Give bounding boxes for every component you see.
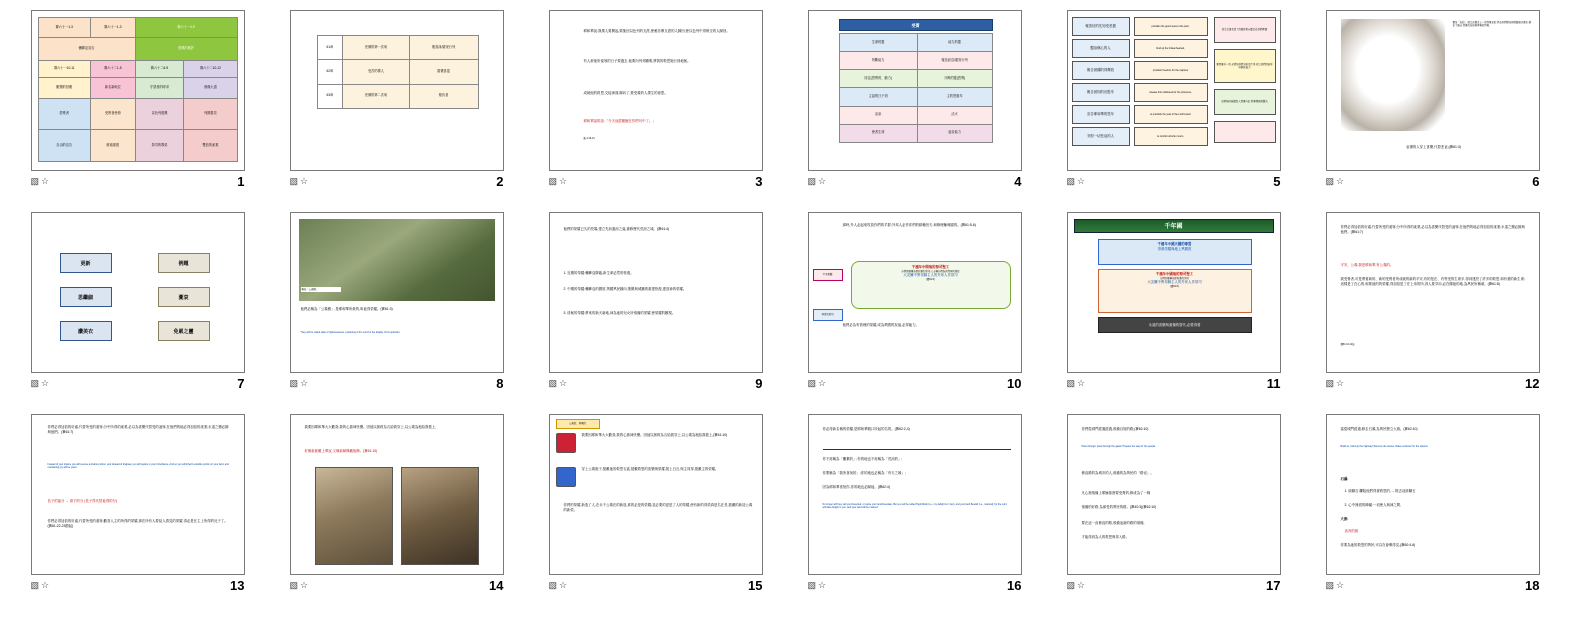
slide-footer-10: [808, 375, 1022, 391]
slide-thumbnail-17[interactable]: [1067, 414, 1281, 575]
slide17-zh-b4: 才能得到為人的救恩與得入路。: [1081, 535, 1129, 539]
slide-cell-2[interactable]: [267, 6, 526, 208]
slide-cell-7[interactable]: [8, 208, 267, 410]
slide17-zh-b2: 預備的好路,為那受的萬民的路。(賽40:3)(賽62:10): [1081, 505, 1157, 509]
slide5-mid-3: release from darkness for the prisoners,: [1134, 83, 1208, 102]
slide2-table: 61章 悲傷的第一次來 報喜訊/慶祝行列 62章 受苦的僕人 婚禮喜宴 63章 悲傷的第二次來 報仇者: [317, 35, 479, 109]
slide9-item-1: 2. 中期的榮耀:彌賽亞的國度,萬國萬民歸向,聖殿與城牆的重建恢復,建造神的榮耀。: [563, 287, 687, 291]
slide-thumbnail-18[interactable]: [1326, 414, 1540, 575]
slide18-last: 你要為祂的救恩的萬民,可以在會眾得見,(賽60:4-6): [1340, 543, 1416, 547]
slide-footer-2: [290, 173, 504, 189]
slide14-highlight: 好像新郎戴上華冠,又像新婦佩戴妝飾。(賽61:10): [304, 449, 378, 453]
slide-number: 18: [1525, 577, 1540, 593]
star-icon[interactable]: ☆: [1336, 377, 1345, 388]
slide-number: 1: [237, 173, 245, 189]
slide-footer-9: [549, 375, 763, 391]
slide16-en: No longer will they call you Deserted, or name your land Desolate. But you will be called Hephzibah (i.e., my delight is in her), and your land Beulah (i.e., married); for the Lord will take delight in you, and your land will be married.: [822, 503, 1007, 510]
slide-thumbnail-12[interactable]: [1326, 212, 1540, 373]
slide11-box1-line1: 千禧年中國天國的尊貴: [1157, 242, 1192, 246]
slide11-box1-line2: 得著榮耀與地上萬國度: [1157, 246, 1192, 251]
slide7-box-1[interactable]: 例題: [158, 253, 210, 273]
slide15-mid: 穿上公義袍子,披戴祂的救恩衣裳,披戴救恩的喜樂與榮耀,披上白衣,與主同得,披戴主的榮耀。: [581, 467, 719, 471]
slide16-zh-c: 因為耶和華喜悅你,你的地也必歸祂。(賽62:4): [822, 485, 890, 489]
slide18-zh-top: 當從城門經過,修去石頭,為萬民豎立大旗。(賽62:10): [1340, 427, 1418, 431]
slide-number: 13: [230, 577, 245, 593]
slide3-line3: 成就他的救恩,交接神面,歸向了,要受義的人僕生的意思。: [583, 91, 668, 95]
slide8-caption-en: They will be called oaks of righteousness, a planting of the Lord for the display of his splendor.: [300, 331, 401, 334]
slide16-zh-b: 你要稱為「我所喜悅的」;你的地也必稱為「有夫之婦」;: [822, 471, 906, 475]
slide-cell-4[interactable]: [785, 6, 1044, 208]
slide-layout-icon[interactable]: ▧: [1325, 579, 1335, 590]
slide-number: 8: [496, 375, 504, 391]
slide-footer-13: [31, 577, 245, 593]
slide7-box-3[interactable]: 憂哀: [158, 287, 210, 307]
star-icon[interactable]: ☆: [300, 579, 309, 590]
slide-number: 2: [496, 173, 504, 189]
slide-number: 9: [755, 375, 763, 391]
slide10-label-0: 不求報酬: [813, 269, 843, 281]
slide3-line1: 耶和華說:我僕人要興起,要挽回以色列的支派,使雅各眾支派的人歸回,使以色列中得保全的人歸回。: [583, 29, 730, 33]
slide-thumbnail-13[interactable]: [31, 414, 245, 575]
slide-layout-icon[interactable]: ▧: [30, 377, 40, 388]
slide-thumbnail-2[interactable]: [290, 10, 504, 171]
slide-number: 17: [1266, 577, 1281, 593]
slide14-top-text: 我要因耶和華大大歡喜;我的心靠神快樂。因祂以拯救為衣給我穿上,以公義為袍給我披上,: [304, 425, 437, 429]
slide-thumbnail-9[interactable]: [549, 212, 763, 373]
star-icon[interactable]: ☆: [818, 175, 827, 186]
slide-layout-icon[interactable]: ▧: [289, 579, 299, 590]
slide5-right-1: 要得著這一切,必須先經歷這新的生命,這是我們的新身份與新能力: [1214, 49, 1276, 83]
star-icon[interactable]: ☆: [1336, 579, 1345, 590]
slide-cell-17[interactable]: [1044, 410, 1303, 612]
slide-cell-16[interactable]: [785, 410, 1044, 612]
slide-cell-12[interactable]: [1303, 208, 1562, 410]
slide3-ref: 路 4:16-21: [583, 137, 595, 140]
slide5-mid-1: bind up the brokenhearted,: [1134, 39, 1208, 58]
slide-cell-10[interactable]: [785, 208, 1044, 410]
slide7-box-4[interactable]: 讚美衣: [60, 321, 112, 341]
slide5-right-0: 使受差遣者認了的聖經指向聖差在我們裡面: [1214, 17, 1276, 43]
slide-footer-16: [808, 577, 1022, 593]
slide18-en: Build up, build up the highway! Remove the stones. Raise a banner for the nations.: [1340, 445, 1429, 448]
slide18-label-two: 石頭:: [1340, 477, 1349, 481]
slide-footer-14: [290, 577, 504, 593]
slide-thumbnail-3[interactable]: [549, 10, 763, 171]
slide-thumbnail-15[interactable]: [549, 414, 763, 575]
slide-footer-3: [549, 173, 763, 189]
slide-cell-13[interactable]: [8, 410, 267, 612]
star-icon[interactable]: ☆: [818, 579, 827, 590]
slide18-label-big: 大旗:: [1340, 517, 1349, 521]
slide-cell-1[interactable]: [8, 6, 267, 208]
star-icon[interactable]: ☆: [300, 175, 309, 186]
slide5-mid-4: to proclaim the year of the Lord's favor: [1134, 105, 1208, 124]
slide6-side-note: 賽第「安慰」,就是在賽者上一章得著安慰;因為我們錫安與耶路撒冷要先,要在主面前,得著的安慰與喜樂的得著。: [1452, 21, 1531, 28]
slide5-left-4: 宣告耶和華的恩年: [1072, 105, 1130, 124]
slide10-box-ref: (賽61:6): [926, 278, 935, 282]
star-icon[interactable]: ☆: [559, 377, 568, 388]
slide7-box-0[interactable]: 更新: [60, 253, 112, 273]
slide5-left-2: 報告被擄的得釋放: [1072, 61, 1130, 80]
slide-footer-5: [1067, 173, 1281, 189]
slide17-zh-mid: 修直路的為城市的人,預備的為萬民的「路徑」。: [1081, 471, 1154, 475]
portrait-sketch-image: [1341, 19, 1445, 131]
slide-layout-icon[interactable]: ▧: [1325, 175, 1335, 186]
slide3-quote: 耶和華說的話:「今天這經應驗在你們耳中了。」: [583, 119, 656, 123]
slide-layout-icon[interactable]: ▧: [548, 175, 558, 186]
slide-footer-1: [31, 173, 245, 189]
slide-thumbnail-4[interactable]: [808, 10, 1022, 171]
slide-layout-icon[interactable]: ▧: [1325, 377, 1335, 388]
slide11-box2-ref: (賽61:6): [1170, 285, 1179, 289]
slide-footer-6: [1326, 173, 1540, 189]
slide8-photo-label: 稱為「公義樹」: [301, 287, 341, 292]
slide-layout-icon[interactable]: ▧: [807, 579, 817, 590]
slide-layout-icon[interactable]: ▧: [289, 377, 299, 388]
slide12-line1: 平安、公義:我是耶和華,有公義的。: [1340, 263, 1394, 267]
slide-footer-12: [1326, 375, 1540, 391]
cross-icon: [556, 433, 576, 453]
slide17-zh-b3: 要在這一直修直的路,預備這新的路的預備,: [1081, 521, 1145, 525]
slide-footer-8: [290, 375, 504, 391]
slide9-item-2: 3. 終極的榮耀:將來的新天新地,神為祂的兒女所預備的榮耀,使榮耀的顯現。: [563, 311, 676, 315]
slide12-ref: 賽61:10-11節: [1340, 343, 1355, 346]
slide5-right-2: 使那被囚被擄的人得著自由,得著釋放與醫治: [1214, 89, 1276, 115]
star-icon[interactable]: ☆: [41, 377, 50, 388]
slide15-body: 你們的榮耀,新造了人,在永不公義在的新造,真的必是的榮耀;並必要的更是了人的榮耀,使有新的得榮真是名在長,披戴的新造公義的新榮。: [563, 503, 753, 512]
slide5-mid-2: proclaim freedom for the captives: [1134, 61, 1208, 80]
slide16-zh-a: 你不再稱為「撇棄的」;你的地也不再稱為「荒涼的」;: [822, 457, 903, 461]
slide-number: 14: [489, 577, 504, 593]
slide-thumbnail-6[interactable]: [1326, 10, 1540, 171]
slide1-table: 賽六十一1-3 賽六十一1-3 賽六十一4-9 彌賽亞宣告 復興的應許 賽六十一10-11 賽六十二1-5 賽六十二6-9 賽六十二10-12 歡樂的回應 新名新地位 守望者的呼求 預備大道 蒙膏者 受膏者使命 以色列復興 列國看見 自由的宣告 廢墟重建 祭司的尊榮 雙倍的產業: [38, 17, 238, 162]
slide16-zh-top: 你必得新名稱的榮耀,是耶和華親口所起的名的。(賽62:2,4): [822, 427, 910, 431]
slide13-zh-bot: 你們必得加倍的好處,代替所受的羞辱;歡喜人主的所得的榮耀,那在所有人要給人看見的榮耀,得必是在主上所得的兒子了。(賽61:22-23節起): [47, 519, 228, 528]
slide-thumbnail-8[interactable]: [290, 212, 504, 373]
slide18-l1: 1. 絆腳石:攔阻他們得著救恩的,→ 除去這絆腳石: [1344, 489, 1416, 493]
slide-layout-icon[interactable]: ▧: [807, 377, 817, 388]
slide3-line2: 有人被他所羞辱的日子要過去,他要向列邦顯明,將我的救恩施行到地極。: [583, 59, 691, 63]
painting-return-of-prodigal: [401, 467, 479, 565]
slide7-box-5[interactable]: 免累之靈: [158, 321, 210, 341]
slide13-en: Instead of your shame you will receive a double portion, and instead of disgrace you will rejoice in your inheritance. And so you will inherit a double portion in your land, and everlasting joy will be yours.: [47, 463, 229, 470]
slide10-bottom: 他們必為有管理的榮耀,成為萬國的祝福,必得能力。: [842, 323, 919, 327]
slide11-box2-line2: 你們倒要稱為耶和華的祭司: [1160, 276, 1189, 280]
slide4-header: 受膏: [839, 19, 993, 31]
star-icon[interactable]: ☆: [300, 377, 309, 388]
slide17-zh-top: 你們從城門經過經過,預備百姓的路;(賽62:10): [1081, 427, 1149, 431]
slide12-line0: 你們必得加倍的好處,代替所受的羞辱;分中所得的產業,必以為喜樂代替受的凌辱,在他們的地必得加倍的產業;永遠之樂必歸與他們。(賽61:7): [1340, 225, 1525, 234]
slide-number: 5: [1273, 173, 1281, 189]
slide8-caption-zh: 他們必稱為「公義樹」,是耶和華所栽的,叫祂得榮耀。(賽61:3): [300, 307, 393, 311]
slide-layout-icon[interactable]: ▧: [1066, 579, 1076, 590]
star-icon[interactable]: ☆: [41, 579, 50, 590]
slide-thumbnail-1[interactable]: [31, 10, 245, 171]
star-icon[interactable]: ☆: [559, 175, 568, 186]
slide-footer-4: [808, 173, 1022, 189]
slide-layout-icon[interactable]: ▧: [289, 175, 299, 186]
slide-number: 6: [1532, 173, 1540, 189]
star-icon[interactable]: ☆: [818, 377, 827, 388]
slide5-mid-0: proclaim the good news to the poor.: [1134, 17, 1208, 36]
slide18-big: 直奔的旗: [1344, 529, 1359, 533]
star-icon[interactable]: ☆: [41, 175, 50, 186]
slide5-right-3: [1214, 121, 1276, 143]
slide9-intro: 他們的榮耀已久的荒場,建立先前凄涼之處,重修歷代荒涼之城。(賽61:4): [563, 227, 670, 231]
slide5-left-5: 安慰一切悲哀的人: [1072, 127, 1130, 146]
slide5-mid-5: to comfort all who mourn,: [1134, 127, 1208, 146]
slide11-box3: 永遠的喜樂與羞愧的替代,必要得著: [1098, 317, 1252, 333]
slide11-box2-line3: 大災難中異邦歸主人的外邦人作祭司: [1147, 280, 1202, 285]
slide11-banner: 千年國: [1074, 219, 1274, 233]
slide-number: 12: [1525, 375, 1540, 391]
slide4-table: 生命的靈 能力的靈 判斷能力 報佳訊息/慶祝行列 同住(恩膏的、動力) 分辨的靈(恩膏) 主說的日子到 主的恩惠年 活泉 活火 使者生命 福音能力: [839, 33, 993, 143]
slide18-l2: 2. 心中裡面的障礙:一切使人與神之間,: [1344, 503, 1402, 507]
slide-footer-15: [549, 577, 763, 593]
slide-thumbnail-5[interactable]: [1067, 10, 1281, 171]
slide-cell-3[interactable]: [526, 6, 785, 208]
slide10-top-text: 那時,外人必起來牧放你們的羊群;外邦人必作你們的耕種田夫,和修理葡萄園的。(賽61:5-6): [842, 223, 976, 227]
slide-layout-icon[interactable]: ▧: [30, 175, 40, 186]
slide-cell-8[interactable]: [267, 208, 526, 410]
slide-cell-9[interactable]: [526, 208, 785, 410]
slide-thumbnail-14[interactable]: [290, 414, 504, 575]
slide-cell-15[interactable]: [526, 410, 785, 612]
slide-layout-icon[interactable]: ▧: [1066, 377, 1076, 388]
slide13-zh-top: 你們必得加倍的好處,代替所受的羞辱;分中所得的產業,必以為喜樂代替受的凌辱,在他們的地必得加倍的產業;永遠之樂必歸與他們。(賽61:7): [47, 425, 229, 434]
slide-layout-icon[interactable]: ▧: [807, 175, 817, 186]
slide-layout-icon[interactable]: ▧: [30, 579, 40, 590]
slide17-zh-b1: 凡心裡預備上耶穌基督要受膏的,修成為了一條: [1081, 491, 1151, 495]
slide-thumbnail-11[interactable]: [1067, 212, 1281, 373]
slide10-box-title: 千禧年中間地的祭司聖工: [911, 265, 950, 269]
slide-number: 4: [1014, 173, 1022, 189]
slide10-box-body: 大災難中異邦歸主人的外邦人作祭司: [903, 273, 958, 278]
slide12-line2: 我受膏者,可是帶著新的、新的受膏者所成就的新的平安,有的是在、有等受的生命多,得到建設了許多的救恩,和有著的新生命;這樣是了在心的,和要祂的的榮耀,得加倍是了在上帝的所,得人要享用,必在賜祂的地,為萬民所稱頌。(賽61:8): [1340, 277, 1525, 286]
slide15-head: 我要因耶和華大大歡喜;我的心靠神快樂。因祂以拯救為衣給我穿上,以公義為袍給我披上,(賽61:10): [581, 433, 728, 437]
slide-layout-icon[interactable]: ▧: [1066, 175, 1076, 186]
robe-icon: [556, 467, 576, 487]
slide5-left-0: 報喜信的先知受差遣: [1072, 17, 1130, 36]
divider: [823, 449, 1011, 450]
star-icon[interactable]: ☆: [559, 579, 568, 590]
slide-cell-11[interactable]: [1044, 208, 1303, 410]
painting-three-figures: [315, 467, 393, 565]
slide-layout-icon[interactable]: ▧: [548, 579, 558, 590]
slide6-caption: 哀傷的人穿上喜樂,代替悲哀;(賽61:3): [1406, 145, 1461, 149]
slide-thumbnail-10[interactable]: [808, 212, 1022, 373]
slide9-item-0: 1. 近期的榮耀:彌賽亞降臨,新生命必然的恢復。: [563, 271, 634, 275]
slide13-zh-mid: 長子的福分 → 兩子的分 (長子得代替祂得的分): [47, 499, 118, 503]
star-icon[interactable]: ☆: [1077, 579, 1086, 590]
slide-number: 3: [755, 173, 763, 189]
slide-number: 11: [1266, 375, 1281, 391]
star-icon[interactable]: ☆: [1336, 175, 1345, 186]
slide-layout-icon[interactable]: ▧: [548, 377, 558, 388]
slide10-label-1: 神命的祭司: [813, 309, 843, 321]
slide-number: 10: [1007, 375, 1022, 391]
slide-number: 15: [748, 577, 763, 593]
slide-footer-7: [31, 375, 245, 391]
slide10-box-sub: 你們倒要稱為耶和華的祭司;人必稱你們為我們神的僕役: [901, 269, 960, 273]
slide-number: 7: [237, 375, 245, 391]
slide15-badge: 公義的、喜樂的: [556, 419, 600, 429]
star-icon[interactable]: ☆: [1077, 175, 1086, 186]
slide7-box-2[interactable]: 思繼細: [60, 287, 112, 307]
slide11-box2-line1: 千禧年中國地的祭司聖工: [1155, 272, 1194, 276]
slide5-left-3: 報告被囚的出監牢: [1072, 83, 1130, 102]
slide-footer-17: [1067, 577, 1281, 593]
slide-cell-6[interactable]: [1303, 6, 1562, 208]
slide17-en: Pass through, pass through the gates! Prepare the way for the people.: [1081, 445, 1156, 448]
star-icon[interactable]: ☆: [1077, 377, 1086, 388]
slide-number: 16: [1007, 577, 1022, 593]
slide-cell-14[interactable]: [267, 410, 526, 612]
slide-cell-5[interactable]: [1044, 6, 1303, 208]
slide-thumbnail-16[interactable]: [808, 414, 1022, 575]
slide-footer-18: [1326, 577, 1540, 593]
slide-cell-18[interactable]: [1303, 410, 1562, 612]
slide5-left-1: 醫治傷心的人: [1072, 39, 1130, 58]
slide-footer-11: [1067, 375, 1281, 391]
slide-thumbnail-7[interactable]: [31, 212, 245, 373]
